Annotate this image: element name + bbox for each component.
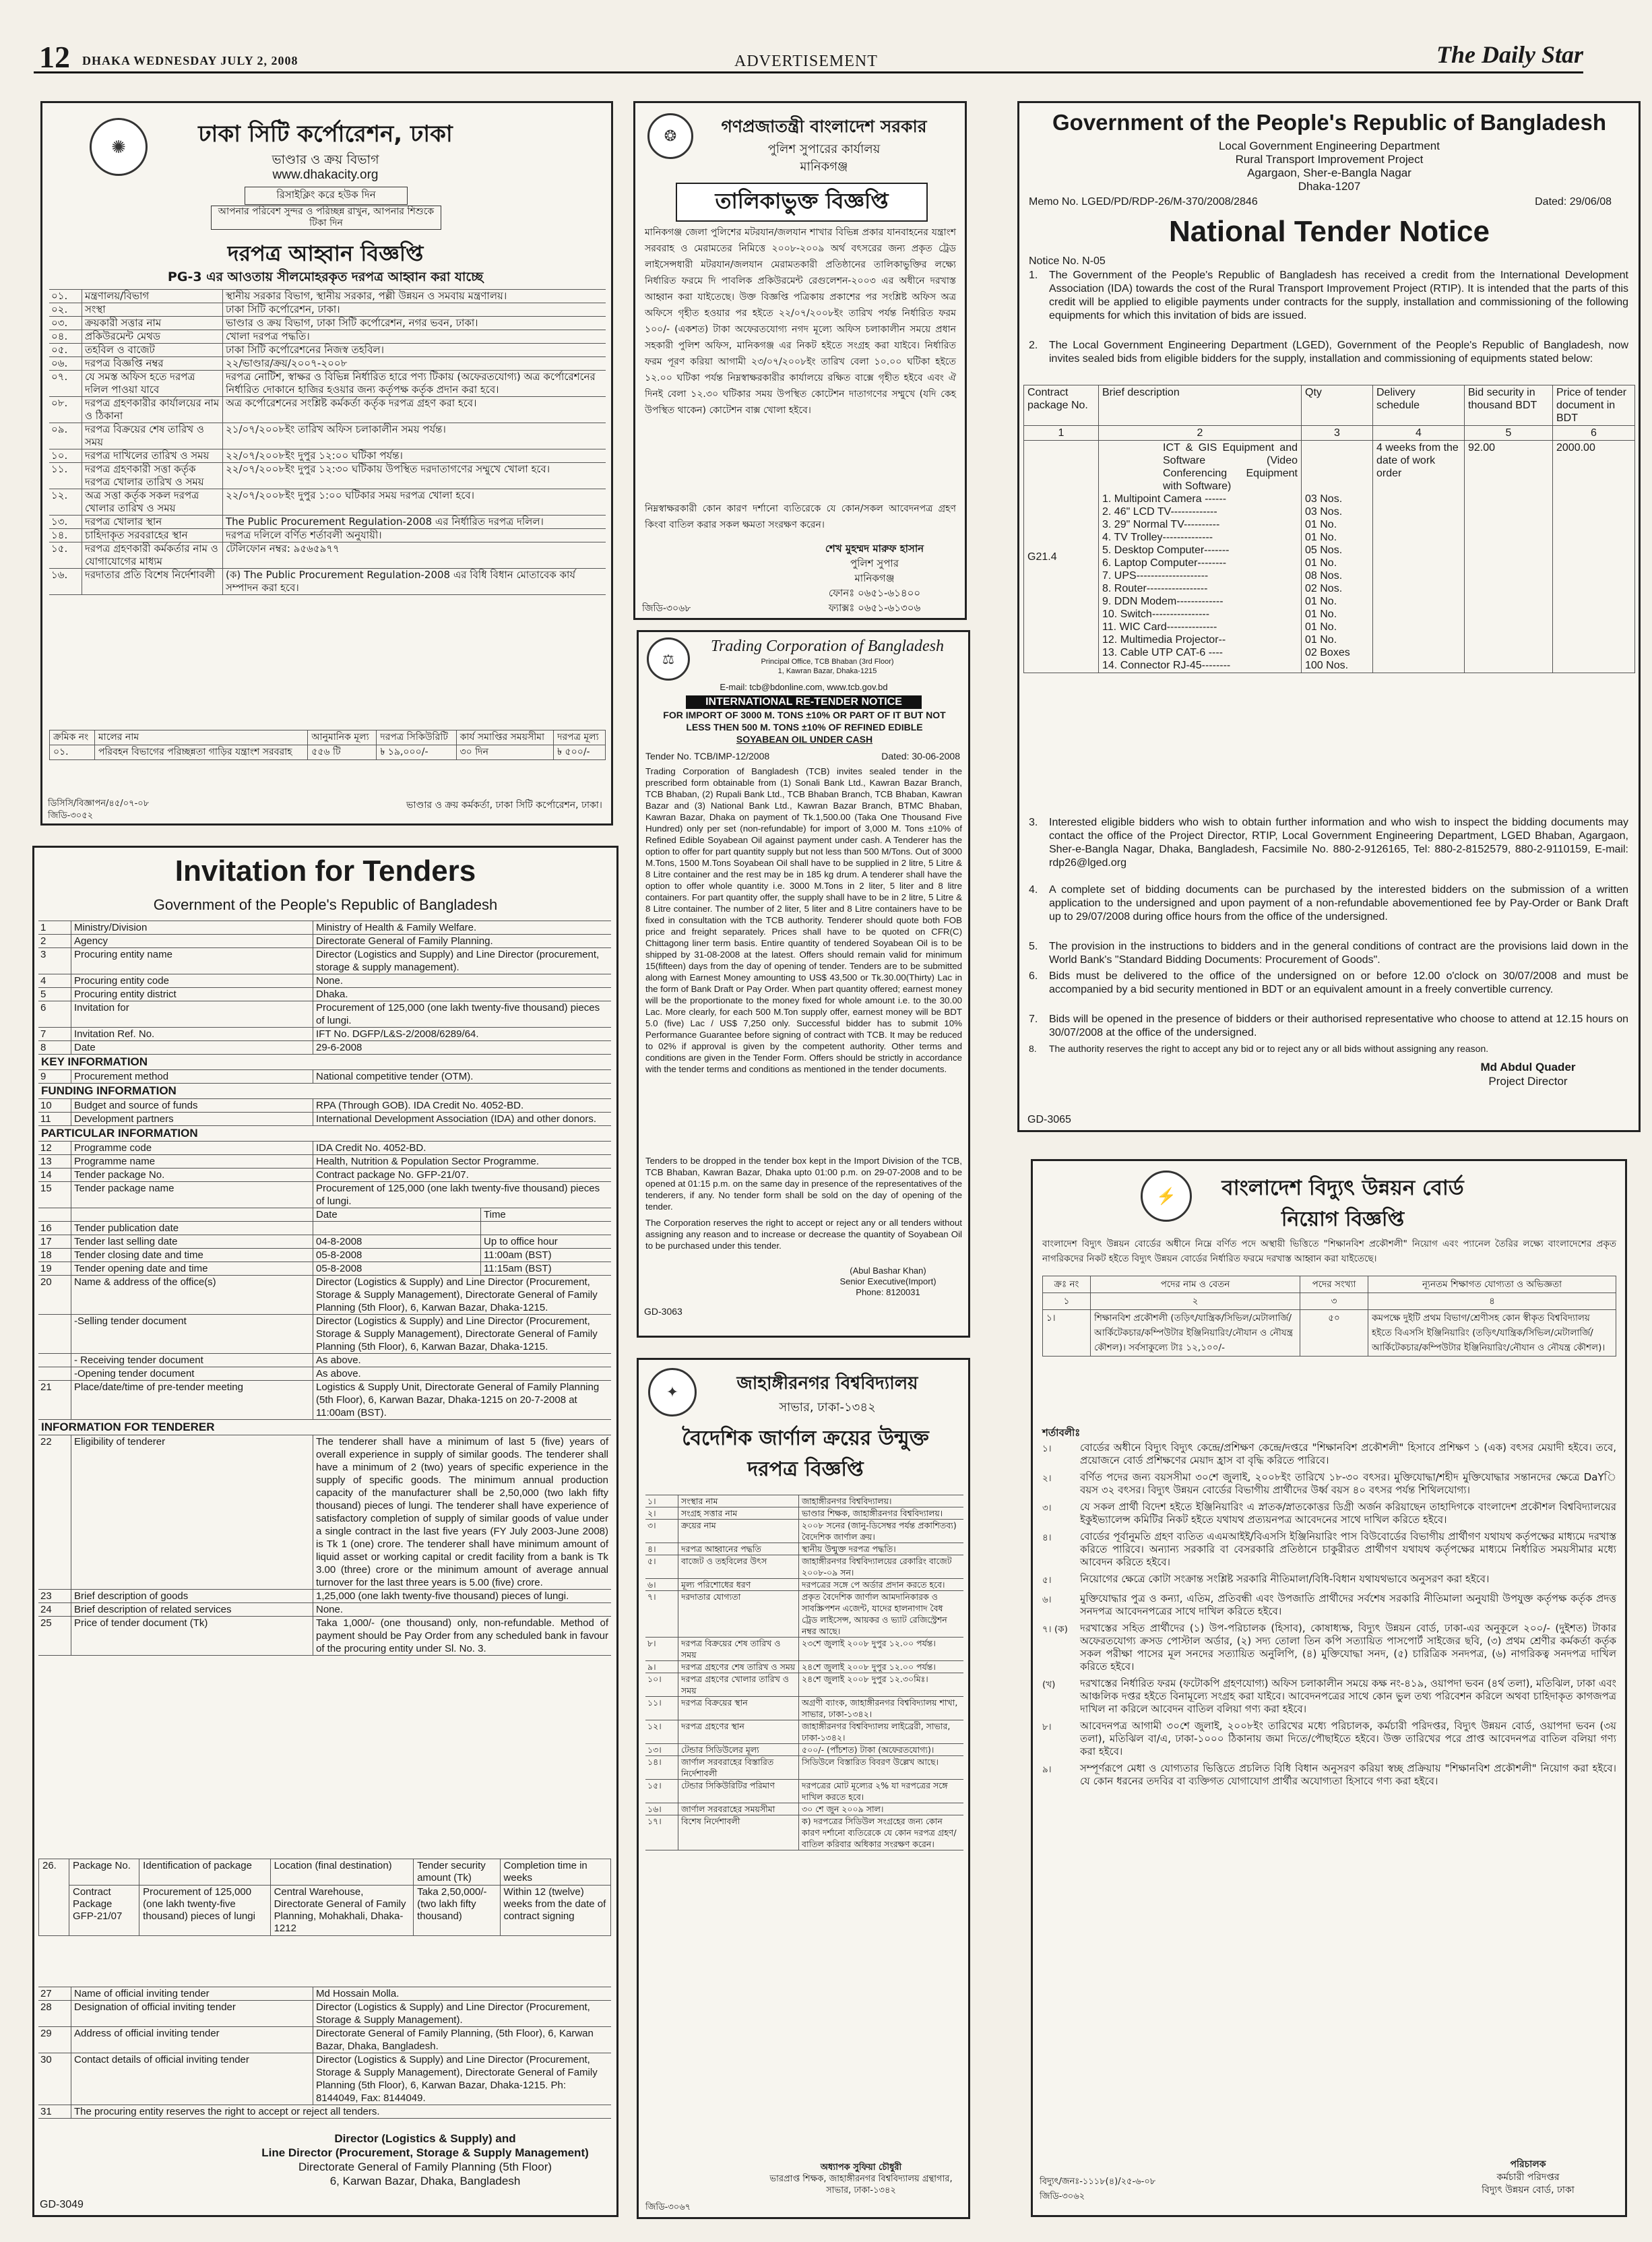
tcb-addr-2: 1, Kawran Bazar, Dhaka-1215 xyxy=(777,667,877,675)
ju-name: জাহাঙ্গীরনগর বিশ্ববিদ্যালয় xyxy=(736,1373,918,1394)
table-row: ৪। দরপত্র আহ্বানের পদ্ধতি স্থানীয় উন্মুক্ত দরপত্র পদ্ধতি। xyxy=(645,1543,963,1555)
police-seal-icon: ❂ xyxy=(647,113,693,159)
lged-dept: Local Government Engineering Department xyxy=(1219,139,1440,152)
dcc-dept: ভাণ্ডার ও ক্রয় বিভাগ xyxy=(272,152,379,167)
table-row: ৬। মূল্য পরিশোধের ধরণ দরপত্রের সঙ্গে পে অর্ডার প্রদান করতে হবে। xyxy=(645,1579,963,1591)
table-row: -Opening tender document As above. xyxy=(38,1367,611,1381)
lged-p7: 7. Bids will be opened in the presence of bidders or their authorised representative who choose to attend at 12.15 hours on 30/07/2008 at the office of the undersigned. xyxy=(1029,1014,1628,1038)
tcb-name: Trading Corporation of Bangladesh xyxy=(710,637,945,655)
table-row: 22 Eligibility of tenderer The tenderer shall have a minimum of last 5 (five) years of overall experience in supply of similar goods. The tenderer shall have a minimum of 2 (two) years of specific experience in the supply of specific goods. The minimum annual production capacity of the manufacturer shall be 2,50,000 (two lakh fifty thousand) pieces of lungi. The tenderer shall have experience of satisfactory completion of supply of similar goods of value under a single contract in the last five years (FY July 2003-June 2008) is Tk 1 (one) crore. The tenderer shall have minimum amount of liquid asset or working capital or credit facility from a bank is Tk 3.00 (three) crore or the minimum amount of average annual turnover for the last three years is 5.00 (five) crore. xyxy=(38,1435,611,1590)
table-row: ১২. অত্র সত্তা কর্তৃক সকল দরপত্র খোলার তারিখ ও সময় ২২/০৭/২০০৮ইং দুপুর ১:০০ ঘটিকার সময় দরপত্র খোলা হবে। xyxy=(49,489,606,516)
table-row: 13 Programme name Health, Nutrition & Population Sector Programme. xyxy=(38,1155,611,1169)
table-row: Contract Package GFP-21/07 Procurement of 125,000 (one lakh twenty-five thousand) pieces of lungi Central Warehouse, Directorate General of Family Planning, Mohakhali, Dhaka-1212 Taka 2,50,000/- (two lakh fifty thousand) Within 12 (twelve) weeks from the date of contract signing xyxy=(39,1886,611,1936)
table-row: 29 Address of official inviting tender Directorate General of Family Planning, (5th Floor), 6, Karwan Bazar, Dhaka, Bangladesh. xyxy=(38,2027,611,2053)
lged-tender-ad xyxy=(1017,101,1641,1132)
table-row: ০৩. ক্রয়কারী সত্তার নাম ভাণ্ডার ও ক্রয় বিভাগ, ঢাকা সিটি কর্পোরেশন, নগর ভবন, ঢাকা। xyxy=(49,317,606,330)
pdb-conditions: ১। বোর্ডের অধীনে বিদ্যুৎ বিদ্যুৎ কেন্দ্রে/প্রশিক্ষণ কেন্দ্রে/দপ্তরে "শিক্ষানবিশ প্রকৌশলী" হিসাবে প্রশিক্ষণ ১ (এক) বৎসর মেয়াদী হইবে। তবে, প্রয়োজনে বোর্ড প্রশিক্ষণের মেয়াদ হ্রাস বা বৃদ্ধি করিতে পারিবে। ২। বর্ণিত পদের জন্য বয়সসীমা ৩০শে জুলাই, ২০০৮ইং তারিখে ১৮-৩০ বৎসর। মুক্তিযোদ্ধা/শহীদ মুক্তিযোদ্ধার সন্তানদের ক্ষেত্রে DaYি বয়স ৩২ বৎসর। বিদ্যুৎ উন্নয়ন বোর্ডের বিভাগীয় প্রার্থীদের উর্ধ্ব বয়স ৪০ বৎসর পর্যন্ত শিথিলযোগ্য। ৩। যে সকল প্রার্থী বিদেশ হইতে ইঞ্জিনিয়ারিং এ স্নাতক/স্নাতকোত্তর ডিগ্রী অর্জন করিয়াছেন তাহাদিগকে বাংলাদেশ প্রকৌশল বিশ্ববিদ্যালয়ের ইকুইভ্যালেন্স কমিটির নিকট হইতে যথাযথ প্রত্যয়নপত্র আবেদনের সাথে দাখিল করিতে হইবে। ৪। বোর্ডের পূর্বানুমতি গ্রহণ ব্যতিত এএমআইই/বিএসসি ইঞ্জিনিয়ারিং পাস বিউবোর্ডের বিভাগীয় প্রার্থীগণ যথাযথ কর্তৃপক্ষের মাধ্যমে দরখাস্ত করিতে পারিবে। অন্যান্য সরকারি বা বেসরকারি প্রতিষ্ঠানে চাকুরীরত প্রার্থীগণ যথাযথ কর্তৃপক্ষের মাধ্যমে নির্ধারিত সময়সীমার মধ্যে আবেদন করিতে হইবে। ৫। নিয়োগের ক্ষেত্রে কোটা সংক্রান্ত সংশ্লিষ্ট সরকারি নীতিমালা/বিধি-বিধান যথাযথভাবে অনুসরণ করা হইবে। ৬। মুক্তিযোদ্ধার পুত্র ও কন্যা, এতিম, প্রতিবন্ধী এবং উপজাতি প্রার্থীদের সর্বশেষ সরকারি নীতিমালা অনুযায়ী উপযুক্ত কর্তৃপক্ষ কর্তৃক প্রদত্ত সনদপত্র আবেদনপত্রের সাথে দাখিল করিতে হইবে। ৭। (ক) দরখাস্তের সহিত প্রার্থীদের (১) উপ-পরিচালক (হিসাব), কোষাধ্যক্ষ, বিদ্যুৎ উন্নয়ন বোর্ড, ঢাকা-এর অনুকূলে ২০০/- (দুইশত) টাকার অফেরতযোগ্য ক্রসড পোস্টাল অর্ডার, (২) সদ্য তোলা তিন কপি সত্যায়িত পাসপোর্ট সাইজের ছবি, (৩) প্রথম শ্রেণীর কর্মকর্তা কর্তৃক সকল পরীক্ষা পাসের মূল সনদের সত্যায়িত অনুলিপি, (৪) মুক্তিযোদ্ধা সনদ, (৫) চারিত্রিক সনদপত্র, (৬) নাগরিকত্ব সনদপত্র দাখিল করিতে হইবে। (খ) দরখাস্তের নির্ধারিত ফরম (ফটোকপি গ্রহণযোগ্য) অফিস চলাকালীন সময়ে কক্ষ নং-৪১৯, ওয়াপদা ভবন (৪র্থ তলা), মতিঝিল, ঢাকা এবং আঞ্চলিক দপ্তর হইতে বিনামূল্যে সংগ্রহ করা যাইবে। আবেদনপত্রের সাথে কোন ভুল তথ্য পরিবেশন করিলে অথবা চাহিদাকৃত কাগজপত্র দাখিল না করিলে আবেদন বাতিল বলিয়া গণ্য করা হইবে। ৮। আবেদনপত্র আগামী ৩০শে জুলাই, ২০০৮ইং তারিখের মধ্যে পরিচালক, কর্মচারী পরিদপ্তর, বিদ্যুৎ উন্নয়ন বোর্ড, ওয়াপদা ভবন (৩য় তলা), মতিঝিল বা/এ, ঢাকা-১০০০ ঠিকানায় জমা দিতে/পৌছাইতে হইবে। উক্ত তারিখের পরে প্রাপ্ত আবেদনপত্র বাতিল বলিয়া গণ্য করা হইবে। ৯। সম্পূর্ণরূপে মেধা ও যোগ্যতার ভিত্তিতে প্রচলিত বিধি বিধান অনুসরণ করিয়া স্বচ্ছ প্রক্রিয়ায় "শিক্ষানবিশ প্রকৌশলী" নিয়োগ করা হইবে। যে কোন ধরনের তদবির বা ব্যক্তিগত যোগাযোগ প্রার্থীর অযোগ্যতা হিসাবে গণ্য করা হইবে। xyxy=(1042,1441,1616,1787)
table-row: ১৭। বিশেষ নির্দেশাবলী ক) দরপত্রের সিডিউল সংগ্রহের জন্য কোন কারণ দর্শানো ব্যতিরেকে যে কোন দরপত্র গ্রহণ/বাতিল করিবার অধিকার সংরক্ষণ করেন। xyxy=(645,1815,963,1850)
lged-notice-no: Notice No. N-05 xyxy=(1029,255,1106,267)
pdb-logo-icon: ⚡ xyxy=(1141,1171,1192,1222)
police-body: মানিকগঞ্জ জেলা পুলিশের মটরযান/জলযান শাখার বিভিন্ন প্রকার যানবাহনের যন্ত্রাংশ সরবরাহ ও মেরামতের নিমিত্তে ২০০৮-২০০৯ অর্থ বৎসরের জন্য প্রকৃত ট্রেড লাইসেন্সধারী মটরযান/জলযান মেরামতকারী প্রতিষ্ঠানের তালিকাভুক্তির লক্ষ্যে নির্ধারিত ফরমে দি পাবলিক প্রকিউরমেন্ট রেগুলেশন-২০০৩ এর অধীনে দরখাস্ত আহ্বান করা যাইতেছে। উক্ত বিজ্ঞপ্তি পত্রিকায় প্রকাশের পর সংশ্লিষ্ট অফিস অত্র অফিসে গৃহীত হওয়ার পর হইতে ২২/০৭/২০০৮ইং তারিখ পর্যন্ত নির্ধারিত ফরম ১০০/- (একশত) টাকা অফেরতযোগ্য নগদ মূল্যে অফিস চলাকালীন সময়ে প্রধান সহকারী পুলিশ অফিস, মানিকগঞ্জ এর নিকট হইতে সংগ্রহ করা যাইবে। নির্ধারিত ফরম পূরণ করিয়া আগামী ২৩/০৭/২০০৮ইং তারিখ বেলা ১০.০০ ঘটিকা হইতে ১২.০০ ঘটিকা পর্যন্ত নিম্নস্বাক্ষরকারীর কার্যালয়ে রক্ষিত বাক্সে গৃহীত হইবে এবং ঐ দিনই বেলা ১২.৩০ ঘটিকার সময় উপস্থিত কোটেশন দাতাগণের সম্মুখে (যদি কেহ উপস্থিত থাকেন) কোটেশন বাক্স খোলা হইবে। xyxy=(645,227,956,416)
table-row: 14 Tender package No. Contract package No. GFP-21/07. xyxy=(38,1169,611,1182)
table-row: ১৫. দরপত্র গ্রহণকারী কর্মকর্তার নাম ও যোগাযোগের মাধ্যম টেলিফোন নম্বর: ৯৫৬৫৯৭৭ xyxy=(49,542,606,569)
table-row: 25 Price of tender document (Tk) Taka 1,000/- (one thousand) only, non-refundable. Method of payment should be Pay Order from any scheduled bank in favour of the procuring entity under Sl. No. 3. xyxy=(38,1617,611,1656)
table-row: 2 Agency Directorate General of Family Planning. xyxy=(38,935,611,948)
invitation-title: Invitation for Tenders xyxy=(174,854,476,888)
pdb-intro: বাংলাদেশ বিদ্যুৎ উন্নয়ন বোর্ডের অধীনে নিম্নে বর্ণিত পদে অস্থায়ী ভিত্তিতে "শিক্ষানবিশ প্রকৌশলী" নিয়োগ এবং প্যানেল তৈরির লক্ষ্যে বাংলাদেশের প্রকৃত নাগরিকদের নিকট হইতে বিদ্যুৎ উন্নয়ন বোর্ডের নির্ধারিত ফরমে দরখাস্ত আহ্বান করা যাইতেছে। xyxy=(1042,1239,1616,1264)
lged-dated: Dated: 29/06/08 xyxy=(1535,196,1612,208)
dcc-ref-2: জিডি-৩০৫২ xyxy=(48,811,94,821)
lged-item-table: Contract package No. Brief description Qty Delivery schedule Bid security in thousand BDT Price of tender document in BDT 1 2 3 4 5 6 G21.4 ICT & GIS Equipment and Software (Video Conferencing Equipment with Software) 1. Multipoint Camera ------ 2. 46" LCD TV------------- 3. 29" Normal TV---------- 4. TV Trolley-------------- 5. Desktop Computer------- 6. Laptop Computer-------- 7. UPS-------------------- 8. Router----------------- 9. DDN Modem------------- 10. Switch---------------- 11. WIC Card-------------- 12. Multimedia Projector-- 13. Cable UTP CAT-6 ---- 14. Connector RJ-45-------- 03 Nos. 03 Nos. 01 No. 01 No. 05 Nos. 01 No. 08 Nos. 02 Nos. 01 No. 01 No. 01 No. 01 No. 02 Boxes 100 Nos. 4 weeks from the date of work order 92.00 2000.00 xyxy=(1023,385,1635,673)
table-row: ১৩। টেন্ডার সিডিউলের মূল্য ৫০০/- (পাঁচশত) টাকা (অফেরতযোগ্য)। xyxy=(645,1744,963,1756)
dcc-item-table: ক্রমিক নং মালের নাম আনুমানিক মূল্য দরপত্র সিকিউরিটি কার্য সমাপ্তির সময়সীমা দরপত্র মূল্য ০১. পরিবহন বিভাগের পরিচ্ছন্নতা গাড়ির যন্ত্রাংশ সরবরাহ ৫৫৬ টি ৳ ১৯,০০০/- ৩০ দিন ৳ ৫০০/- xyxy=(49,730,606,760)
table-row: ০১. মন্ত্রণালয়/বিভাগ স্থানীয় সরকার বিভাগ, স্থানীয় সরকার, পল্লী উন্নয়ন ও সমবায় মন্ত্রণালয়। xyxy=(49,290,606,303)
table-row: 3 Procuring entity name Director (Logistics and Supply) and Line Director (procurement, storage & supply management). xyxy=(38,948,611,974)
table-row: - Receiving tender document As above. xyxy=(38,1354,611,1367)
police-title: তালিকাভুক্ত বিজ্ঞপ্তি xyxy=(676,183,928,222)
table-row: ০৮. দরপত্র গ্রহণকারীর কার্যালয়ের নাম ও ঠিকানা অত্র কর্পোরেশনের সংশ্লিষ্ট কর্মকর্তা কর্তৃক দরপত্র গ্রহণ করা হবে। xyxy=(49,397,606,423)
lged-signer: Md Abdul Quader Project Director xyxy=(1480,1061,1576,1088)
tcb-dated: Dated: 30-06-2008 xyxy=(881,751,960,761)
dcc-subtitle: PG-3 এর আওতায় সীলমোহরকৃত দরপত্র আহ্বান করা যাচ্ছে xyxy=(167,270,484,284)
pdb-title: নিয়োগ বিজ্ঞপ্তি xyxy=(1281,1208,1405,1231)
table-row: ১৫। টেন্ডার সিকিউরিটির পরিমাণ দরপত্রের মোট মূল্যের ২% যা দরপত্রের সঙ্গে দাখিল করতে হবে। xyxy=(645,1780,963,1803)
tcb-head-1: FOR IMPORT OF 3000 M. TONS ±10% OR PART OF IT BUT NOT xyxy=(663,710,946,720)
dcc-website: www.dhakacity.org xyxy=(272,168,379,182)
lged-p4: 4. A complete set of bidding documents can be purchased by the interested bidders on the submission of a written application to the undersigned and upon payment of a non-refundable abovementioned fee by Pay-Order or Bank Draft up to 29/07/2008 during office hours from the office of the undersigned. xyxy=(1029,884,1628,923)
table-row: 6 Invitation for Procurement of 125,000 (one lakh twenty-five thousand) pieces of lungi. xyxy=(38,1001,611,1028)
pdb-signer: পরিচালক কর্মচারী পরিদপ্তর বিদ্যুৎ উন্নয়ন বোর্ড, ঢাকা xyxy=(1482,2159,1575,2196)
table-row: ০৭. যে সমস্ত অফিস হতে দরপত্র দলিল পাওয়া যাবে দরপত্র নোটিশ, স্বাক্ষর ও বিভিন্ন নির্ধারিত হারে পণ্য টিকায় (অফেরতযোগ্য) অত্র কর্পোরেশনের নির্ধারিত দোকানে হাজির হওয়ার জন্য কর্তৃপক্ষ কর্তৃক প্রদান করা হবে। xyxy=(49,371,606,397)
police-enlistment-ad xyxy=(633,101,967,620)
dcc-ref-1: ডিসিসি/বিজ্ঞাপন/৪৫/০৭-০৮ xyxy=(48,799,150,809)
dcc-slogan-2: আপনার পরিবেশ সুন্দর ও পরিচ্ছন্ন রাখুন, আপনার শিশুকে টিকা দিন xyxy=(211,206,441,230)
table-row: 9 Procurement method National competitive tender (OTM). xyxy=(38,1070,611,1084)
ju-journal-tender-ad xyxy=(637,1358,970,2219)
dgfp-invitation-ad xyxy=(32,846,618,2217)
section-label: ADVERTISEMENT xyxy=(734,53,878,70)
table-row: 27 Name of official inviting tender Md Hossain Molla. xyxy=(38,1987,611,2001)
dcc-seal-icon: ✺ xyxy=(90,118,148,176)
tcb-head-2: LESS THEN 500 M. TONS ±10% OF REFINED EDIBLE xyxy=(686,722,923,733)
table-row: ১৪. চাহিদাকৃত সরবরাহের স্থান দরপত্র দলিলে বর্ণিত শর্তাবলী অনুযায়ী। xyxy=(49,529,606,542)
dcc-signer: ভাণ্ডার ও ক্রয় কর্মকর্তা, ঢাকা সিটি কর্পোরেশন, ঢাকা। xyxy=(406,800,602,811)
table-row: 17 Tender last selling date 04-8-2008 Up to office hour xyxy=(38,1235,611,1249)
tcb-retender-ad xyxy=(637,630,970,1338)
table-row: ৯। দরপত্র গ্রহণের শেষ তারিখ ও সময় ২৪শে জুলাই ২০০৮ দুপুর ১২.০০ পর্যন্ত। xyxy=(645,1661,963,1673)
table-row: ০১. পরিবহন বিভাগের পরিচ্ছন্নতা গাড়ির যন্ত্রাংশ সরবরাহ ৫৫৬ টি ৳ ১৯,০০০/- ৩০ দিন ৳ ৫০০/- xyxy=(50,745,606,760)
police-gov: গণপ্রজাতন্ত্রী বাংলাদেশ সরকার xyxy=(721,117,927,136)
tcb-body-2: Tenders to be dropped in the tender box kept in the Import Division of the TCB, TCB Bhaban, Kawran Bazar, Dhaka upto 01:00 p.m. on 29-07-2008 and to be opened at 01:15 p.m. on the same day in presence of the representatives of the tenderers, if any. No tender form shall be sold on the day of opening of the tender. xyxy=(645,1156,962,1212)
dcc-tender-ad xyxy=(40,101,613,826)
table-row: ৭। দরদাতার যোগ্যতা প্রকৃত বৈদেশিক জার্ণাল আমদানিকারক ও সাবস্ক্রিপশন এজেন্ট, যাদের হালনাগাদ বৈধ ট্রেড লাইসেন্স, আয়কর ও ভ্যাট রেজিস্ট্রেশন নম্বর আছে। xyxy=(645,1591,963,1638)
table-row: 31 The procuring entity reserves the right to accept or reject all tenders. xyxy=(38,2105,611,2119)
tcb-addr-1: Principal Office, TCB Bhaban (3rd Floor) xyxy=(761,658,894,666)
table-row: Date Time xyxy=(38,1208,611,1222)
page-number: 12 xyxy=(39,40,70,74)
police-district: মানিকগঞ্জ xyxy=(800,160,848,174)
dcc-notice-title: দরপত্র আহ্বান বিজ্ঞপ্তি xyxy=(227,241,424,266)
tcb-signer: (Abul Bashar Khan) Senior Executive(Import) Phone: 8120031 xyxy=(839,1266,936,1297)
table-row: ১০. দরপত্র দাখিলের তারিখ ও সময় ২২/০৭/২০০৮ইং দুপুর ১২:০০ ঘটিকা পর্যন্ত। xyxy=(49,449,606,463)
table-row: 8 Date 29-6-2008 xyxy=(38,1041,611,1055)
dcc-rows xyxy=(49,289,606,595)
ju-title-2: দরপত্র বিজ্ঞপ্তি xyxy=(747,1458,864,1481)
police-ref: জিডি-৩০৬৮ xyxy=(642,603,691,614)
tcb-email: E-mail: tcb@bdonline.com, www.tcb.gov.bd xyxy=(720,682,888,692)
table-row: 24 Brief description of related services None. xyxy=(38,1603,611,1617)
lged-p6: 6. Bids must be delivered to the office of the undersigned on or before 12.00 o'clock on 30/07/2008 and must be accompanied by a bid security mentioned in BDT or an equivalent amount in a freely convertible currency. xyxy=(1029,970,1628,995)
ju-place: সাভার, ঢাকা-১৩৪২ xyxy=(779,1400,876,1414)
ju-seal-icon: ✦ xyxy=(648,1368,697,1416)
masthead xyxy=(34,40,1583,74)
table-row: ০২. সংস্থা ঢাকা সিটি কর্পোরেশন, ঢাকা। xyxy=(49,303,606,317)
table-row: 21 Place/date/time of pre-tender meeting Logistics & Supply Unit, Directorate General of Family Planning (5th Floor), 6, Karwan Bazar, Dhaka-1215 on 20-7-2008 at 11:00am (BST). xyxy=(38,1381,611,1420)
lged-p1: 1. The Government of the People's Republic of Bangladesh has received a credit from the International Development Association (IDA) towards the cost of the Rural Transport Improvement Project (RTIP). It is intended that the parts of this credit will be applied to eligible payments under contracts for the supply, installation and commissioning of the following equipments for which this invitation of bids are issued. xyxy=(1029,270,1628,321)
table-row: 28 Designation of official inviting tender Director (Logistics & Supply) and Line Director (Procurement, Storage & Supply Management). xyxy=(38,2001,611,2027)
table-row: ১১। দরপত্র বিক্রয়ের স্থান অগ্রণী ব্যাংক, জাহাঙ্গীরনগর বিশ্ববিদ্যালয় শাখা, সাভার, ঢাকা-১৩৪২। xyxy=(645,1697,963,1720)
lged-p2: 2. The Local Government Engineering Department (LGED), Government of the People's Republic of Bangladesh, now invites sealed bids from eligible bidders for the supply, installation and commissioning of equipments stated below: xyxy=(1029,340,1628,365)
lged-project: Rural Transport Improvement Project xyxy=(1235,153,1424,166)
table-row: ৮। দরপত্র বিক্রয়ের শেষ তারিখ ও সময় ২৩শে জুলাই ২০০৮ দুপুর ১২.০০ পর্যন্ত। xyxy=(645,1638,963,1661)
tcb-head-3: SOYABEAN OIL UNDER CASH xyxy=(736,734,873,745)
ju-ref: জিডি-৩০৬৭ xyxy=(645,2202,691,2212)
lged-city: Dhaka-1207 xyxy=(1298,180,1361,193)
dateline: DHAKA WEDNESDAY JULY 2, 2008 xyxy=(82,54,298,67)
table-row: G21.4 ICT & GIS Equipment and Software (Video Conferencing Equipment with Software) 1. Multipoint Camera ------ 2. 46" LCD TV------------- 3. 29" Normal TV---------- 4. TV Trolley-------------- 5. Desktop Computer------- 6. Laptop Computer-------- 7. UPS-------------------- 8. Router----------------- 9. DDN Modem------------- 10. Switch---------------- 11. WIC Card-------------- 12. Multimedia Projector-- 13. Cable UTP CAT-6 ---- 14. Connector RJ-45-------- 03 Nos. 03 Nos. 01 No. 01 No. 05 Nos. 01 No. 08 Nos. 02 Nos. 01 No. 01 No. 01 No. 01 No. 02 Boxes 100 Nos. 4 weeks from the date of work order 92.00 2000.00 xyxy=(1024,441,1635,673)
table-row: ১। সংস্থার নাম জাহাঙ্গীরনগর বিশ্ববিদ্যালয়। xyxy=(645,1495,963,1507)
table-row: -Selling tender document Director (Logistics & Supply) and Line Director (Procurement, Storage & Supply Management), Directorate General of Family Planning (5th Floor), 6, Karwan Bazar, Dhaka-1215. xyxy=(38,1315,611,1354)
tcb-tender-no: Tender No. TCB/IMP-12/2008 xyxy=(645,751,770,761)
table-row: ৩। ক্রয়ের নাম ২০০৮ সনের (জানু-ডিসেম্বর পর্যন্ত প্রকাশিতব্য) বৈদেশিক জার্ণাল ক্রয়। xyxy=(645,1520,963,1543)
table-row: ০৫. তহবিল ও বাজেট ঢাকা সিটি কর্পোরেশনের নিজস্ব তহবিল। xyxy=(49,344,606,357)
lged-p5: 5. The provision in the instructions to bidders and in the general conditions of contract are the provisions laid down in the World Bank's "Standard Bidding Documents: Procurement of Goods". xyxy=(1029,941,1628,966)
tcb-ref: GD-3063 xyxy=(644,1306,682,1317)
lged-p8: 8. The authority reserves the right to accept any bid or to reject any or all bids without assigning any reason. xyxy=(1029,1043,1489,1054)
table-row: 11 Development partners International Development Association (IDA) and other donors. xyxy=(38,1113,611,1126)
invitation-signer: Director (Logistics & Supply) and Line Director (Procurement, Storage & Supply Management) Directorate General of Family Planning (5th Floor) 6, Karwan Bazar, Dhaka, Bangladesh xyxy=(261,2132,589,2187)
ju-signer: অধ্যাপক সুফিয়া চৌধুরী ভারপ্রাপ্ত শিক্ষক, জাহাঙ্গীরনগর বিশ্ববিদ্যালয় গ্রন্থাগার, সাভার, ঢাকা-১৩৪২ xyxy=(769,2162,953,2196)
lged-title: National Tender Notice xyxy=(1169,215,1490,248)
invitation-rows-2 xyxy=(38,1987,611,2119)
table-row: 1 Ministry/Division Ministry of Health & Family Welfare. xyxy=(38,921,611,935)
police-body-2: নিম্নস্বাক্ষরকারী কোন কারণ দর্শানো ব্যতিরেকে যে কোন/সকল আবেদনপত্র গ্রহণ কিংবা বাতিল করার সকল ক্ষমতা সংরক্ষণ করেন। xyxy=(645,503,956,530)
ju-rows xyxy=(645,1495,963,1850)
lged-ref: GD-3065 xyxy=(1027,1114,1071,1125)
tcb-banner: INTERNATIONAL RE-TENDER NOTICE xyxy=(686,695,922,709)
table-row: ১৬. দরদাতার প্রতি বিশেষ নির্দেশাবলী (ক) The Public Procurement Regulation-2008 এর বিধি বিধান মোতাবেক কার্য সম্পাদন করা হবে। xyxy=(49,569,606,595)
police-signer: শেখ মুহম্মদ মারুফ হাসান পুলিশ সুপার মানিকগঞ্জ ফোনঃ ০৬৫১-৬১৪০০ ফ্যাক্সঃ ০৬৫১-৬১৩০৬ xyxy=(825,542,924,614)
invitation-gov: Government of the People's Republic of Bangladesh xyxy=(153,896,498,913)
table-row: 15 Tender package name Procurement of 125,000 (one lakh twenty-five thousand) pieces of lungi. xyxy=(38,1182,611,1208)
table-row: ৫। বাজেট ও তহবিলের উৎস জাহাঙ্গীরনগর বিশ্ববিদ্যালয়ের রেকারিং বাজেট ২০০৮-০৯ সন। xyxy=(645,1555,963,1579)
pdb-name: বাংলাদেশ বিদ্যুৎ উন্নয়ন বোর্ড xyxy=(1221,1176,1464,1200)
lged-memo: Memo No. LGED/PD/RDP-26/M-370/2008/2846 xyxy=(1029,196,1258,208)
section-heading: FUNDING INFORMATION xyxy=(38,1084,611,1099)
tcb-body: Trading Corporation of Bangladesh (TCB) invites sealed tender in the prescribed form obtainable from (1) Sonali Bank Ltd., Kawran Bazar Branch, TCB Bhaban, (2) Rupali Bank Ltd., TCB Bhaban Branch, TCB Bhaban, Kawran Bazar and (3) National Bank Ltd., Kawran Bazar Branch, BTMC Bhaban, Kawran Bazar, Dhaka on payment of Tk.1,500.00 (Taka One Thousand Five Hundred) only per set (non-refundable) for import of 3,000 M. Tons ±10% of Refined Edible Soyabean Oil against payment under cash. A Tenderer has the option to offer for part quantity supply but not less than 500 M/Tons. Out of 3000 M.Tons, 1500 M.Tons Soyabean Oil shall have to be supplied in 2 litre, 5 Litre & 8 Litre container and the rest may be in 185 kg drum. A tenderer shall have the option to offer whole quantity i.e. 3000 M.Tons in 2 liter, 5 liter and 8 litre containers. For part quantity offer, the supply shall have to be in 2 litre, 5 Litre & 8 Litre container. The number of 2 liter, 5 liter and 8 Litre containers have to be fixed in consultation with the TCB authority. Tenderer should quote both FOB price and freight separately. Prices shall have to be quoted on CFR(C) Chittagong liner term basis. Entire quantity of tendered Soyabean Oil is to be shipped by 31-08-2008 at the latest. Offers should remain valid for minimum 15(fifteen) days from the day of opening of tender. Tenders are to be submitted along with Earnest Money amounting to US$ 43,500 or Tk.30.00(Thirty) Lac in the form of Bank Draft or Pay Order. When part quantity offered; earnest money will be the proportionate to the money fixed for whole amount i.e. to the 30.00 Lac. More clearly, for each 500 M.Ton supply offer, earnest money will be BDT 5.0 (five) Lac / US$ 7,250 only. Successful bidder has to submit 10% Performance Guarantee before signing of contract with TCB. It may be reduced to 02% if approval is given by the competent authority. Other terms and conditions are given in the Tender Form. Offers should be strictly in accordance with the tender terms and conditions as mentioned in the tender documents. xyxy=(645,766,962,1074)
table-row: ১৪। জার্ণাল সরবরাহের বিস্তারিত নির্দেশাবলী সিডিউলে বিস্তারিত বিবরণ উল্লেখ আছে। xyxy=(645,1756,963,1780)
table-row: 10 Budget and source of funds RPA (Through GOB). IDA Credit No. 4052-BD. xyxy=(38,1099,611,1113)
table-row: 30 Contact details of official inviting tender Director (Logistics & Supply) and Line Director (Procurement, Storage & Supply Management), Directorate General of Family Planning (5th Floor), 6, Karwan Bazar, Dhaka-1215. Ph: 8144049, Fax: 8144049. xyxy=(38,2053,611,2105)
newspaper-logo: The Daily Star xyxy=(1436,41,1583,68)
pdb-conditions-title: শর্তাবলীঃ xyxy=(1042,1427,1081,1439)
table-row: ১৬। জার্ণাল সরবরাহের সময়সীমা ৩০ শে জুন ২০০৯ সাল। xyxy=(645,1803,963,1815)
table-row: 23 Brief description of goods 1,25,000 (one lakh twenty-five thousand) pieces of lungi. xyxy=(38,1590,611,1603)
pdb-recruitment-ad xyxy=(1031,1159,1627,2217)
table-row: 16 Tender publication date xyxy=(38,1222,611,1235)
police-office: পুলিশ সুপারের কার্যালয় xyxy=(767,142,881,156)
lged-p3: 3. Interested eligible bidders who wish to obtain further information and who wish to inspect the bidding documents may contact the office of the Project Director, RTIP, Local Government Engineering Department, LGED Bhaban, Agargaon, Sher-e-Bangla Nagar, Dhaka, Bangladesh, Facsimile No. 880-2-9126165, Tel: 880-2-8152579, 880-2-9110159, E-mail: rdp26@lged.org xyxy=(1029,817,1628,869)
lged-gov: Government of the People's Republic of Bangladesh xyxy=(1052,110,1606,135)
pdb-ref-2: জিডি-৩০৬২ xyxy=(1040,2191,1085,2202)
table-row: ১১. দরপত্র গ্রহণকারী সত্তা কর্তৃক দরপত্র খোলার তারিখ ও সময় ২২/০৭/২০০৮ইং দুপুর ১২:৩০ ঘটিকায় উপস্থিত দরদাতাগণের সম্মুখে খোলা হবে। xyxy=(49,463,606,489)
section-heading: KEY INFORMATION xyxy=(38,1055,611,1070)
dcc-title: ঢাকা সিটি কর্পোরেশন, ঢাকা xyxy=(198,121,453,148)
dcc-slogan-1: রিসাইক্লিং করে হউক দিন xyxy=(245,187,408,205)
table-row: ০৬. দরপত্র বিজ্ঞপ্তি নম্বর ২২/ভাণ্ডার/ক্রয়/২০০৭-২০০৮ xyxy=(49,357,606,371)
ju-title-1: বৈদেশিক জার্ণাল ক্রয়ের উন্মুক্ত xyxy=(682,1427,929,1450)
table-row: 7 Invitation Ref. No. IFT No. DGFP/L&S-2/2008/6289/64. xyxy=(38,1028,611,1041)
table-row: ০৯. দরপত্র বিক্রয়ের শেষ তারিখ ও সময় ২১/০৭/২০০৮ইং তারিখ অফিস চলাকালীন সময় পর্যন্ত। xyxy=(49,423,606,449)
table-row: 18 Tender closing date and time 05-8-2008 11:00am (BST) xyxy=(38,1249,611,1262)
table-row: 5 Procuring entity district Dhaka. xyxy=(38,988,611,1001)
package-table: 26. Package No. Identification of package Location (final destination) Tender security amount (Tk) Completion time in weeks Contract Package GFP-21/07 Procurement of 125,000 (one lakh twenty-five thousand) pieces of lungi Central Warehouse, Directorate General of Family Planning, Mohakhali, Dhaka-1212 Taka 2,50,000/- (two lakh fifty thousand) Within 12 (twelve) weeks from the date of contract signing xyxy=(38,1859,611,1936)
table-row: ১। শিক্ষানবিশ প্রকৌশলী (তড়িৎ/যান্ত্রিক/সিভিল/মেটালার্জি/আর্কিটেকচার/কম্পিউটার ইঞ্জিনিয়ারিং/নৌযান ও নৌযন্ত্র কৌশল)। সর্বসাকুল্যে টাঃ ১২,১০০/- ৫০ কমপক্ষে দুইটি প্রথম বিভাগ/শ্রেণীসহ কোন স্বীকৃত বিশ্ববিদ্যালয় হইতে বিএসসি ইঞ্জিনিয়ারিং (তড়িৎ/যান্ত্রিক/সিভিল/মেটালার্জি/আর্কিটেকচার/কম্পিউটার ইঞ্জিনিয়ারিং/নৌযান ও নৌযন্ত্র কৌশল)। xyxy=(1043,1310,1616,1357)
section-heading: INFORMATION FOR TENDERER xyxy=(38,1420,611,1435)
table-row: 4 Procuring entity code None. xyxy=(38,974,611,988)
table-row: 19 Tender opening date and time 05-8-2008 11:15am (BST) xyxy=(38,1262,611,1276)
table-row: ১৩. দরপত্র খোলার স্থান The Public Procurement Regulation-2008 এর নির্ধারিত দরপত্র দলিল। xyxy=(49,516,606,529)
table-row: 20 Name & address of the office(s) Director (Logistics & Supply) and Line Director (Procurement, Storage & Supply Management), Directorate General of Family Planning (5th Floor), 6, Karwan Bazar, Dhaka-1215. xyxy=(38,1276,611,1315)
pdb-post-table: ক্রঃ নং পদের নাম ও বেতন পদের সংখ্যা ন্যূনতম শিক্ষাগত যোগ্যতা ও অভিজ্ঞতা ১ ২ ৩ ৪ ১। শিক্ষানবিশ প্রকৌশলী (তড়িৎ/যান্ত্রিক/সিভিল/মেটালার্জি/আর্কিটেকচার/কম্পিউটার ইঞ্জিনিয়ারিং/নৌযান ও নৌযন্ত্র কৌশল)। সর্বসাকুল্যে টাঃ ১২,১০০/- ৫০ কমপক্ষে দুইটি প্রথম বিভাগ/শ্রেণীসহ কোন স্বীকৃত বিশ্ববিদ্যালয় হইতে বিএসসি ইঞ্জিনিয়ারিং (তড়িৎ/যান্ত্রিক/সিভিল/মেটালার্জি/আর্কিটেকচার/কম্পিউটার ইঞ্জিনিয়ারিং/নৌযান ও নৌযন্ত্র কৌশল)। xyxy=(1042,1276,1616,1357)
tcb-logo-icon: ⚖ xyxy=(647,637,690,681)
table-row: ২। সংগ্রহ সত্তার নাম ভাণ্ডার শিক্ষক, জাহাঙ্গীরনগর বিশ্ববিদ্যালয়। xyxy=(645,1507,963,1520)
invitation-ref: GD-3049 xyxy=(40,2199,84,2210)
lged-addr: Agargaon, Sher-e-Bangla Nagar xyxy=(1247,166,1411,179)
table-row: ১০। দরপত্র গ্রহণের খোলার তারিখ ও সময় ২৪শে জুলাই ২০০৮ দুপুর ১২.৩০মিঃ। xyxy=(645,1673,963,1697)
tcb-body-3: The Corporation reserves the right to accept or reject any or all tenders without assigning any reason and to increase or decrease the quantity of Soyabean Oil to be purchased under this tender. xyxy=(645,1218,962,1251)
table-row: ০৪. প্রকিউরমেন্ট মেথড খোলা দরপত্র পদ্ধতি। xyxy=(49,330,606,344)
pdb-ref-1: বিদ্যুৎ/জনঃ-১১১৮(৪)/২৫-৬-০৮ xyxy=(1040,2177,1156,2187)
invitation-rows xyxy=(38,921,611,1656)
section-heading: PARTICULAR INFORMATION xyxy=(38,1126,611,1142)
table-row: 12 Programme code IDA Credit No. 4052-BD. xyxy=(38,1142,611,1155)
table-row: ১২। দরপত্র গ্রহণের স্থান জাহাঙ্গীরনগর বিশ্ববিদ্যালয় লাইব্রেরী, সাভার, ঢাকা-১৩৪২। xyxy=(645,1720,963,1744)
